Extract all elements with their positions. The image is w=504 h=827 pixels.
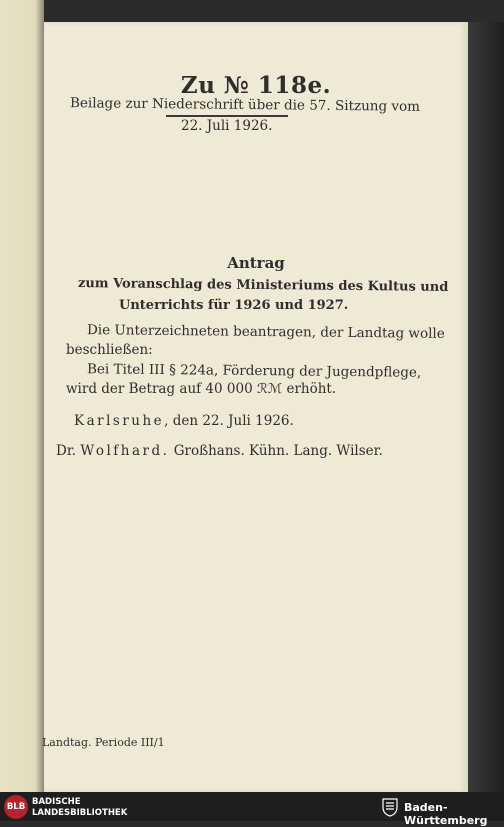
heading-antrag: Antrag [227,254,285,272]
blb-name-line-1: BADISCHE [32,797,81,807]
document-title: Zu № 118e. [180,72,332,99]
subtitle-line-2: 22. Juli 1926. [181,118,273,134]
page-edge-shadow [468,22,504,792]
blb-library-name[interactable] [32,797,127,818]
signer-first: Wolfhard. [80,443,170,459]
state-name[interactable]: Baden-Württemberg [404,801,488,827]
paragraph-2-line-2: wird der Betrag auf 40 000 ℛℳ erhöht. [66,381,337,397]
title-underline [166,115,288,117]
paragraph-1-line-2: beschließen: [66,342,153,358]
signer-prefix: Dr. [56,443,77,459]
paragraph-2-line-1: Bei Titel III § 224a, Förderung der Jugendpflege, [86,361,422,381]
heading-sub-line-1: zum Voranschlag des Ministeriums des Kultus und [77,276,449,295]
place-date-line [74,413,294,429]
signatures-line [56,443,383,459]
scan-left-margin [0,0,44,792]
paragraph-1-line-1: Die Unterzeichneten beantragen, der Landtag wolle [86,322,445,342]
date-text: , den 22. Juli 1926. [164,413,294,429]
page-footer: Landtag. Periode III/1 [42,736,165,749]
place-name: Karlsruhe [74,413,165,429]
baden-wuerttemberg-crest-icon[interactable] [381,797,399,817]
blb-name-line-2: LANDESBIBLIOTHEK [32,807,128,818]
blb-logo-icon[interactable]: BLB [4,795,28,819]
subtitle-line-1: Beilage zur Niederschrift über die 57. Sitzung vom [69,95,421,115]
document-page [44,22,468,792]
heading-sub-line-2: Unterrichts für 1926 und 1927. [119,298,349,313]
signers-rest: Großhans. Kühn. Lang. Wilser. [173,443,383,459]
